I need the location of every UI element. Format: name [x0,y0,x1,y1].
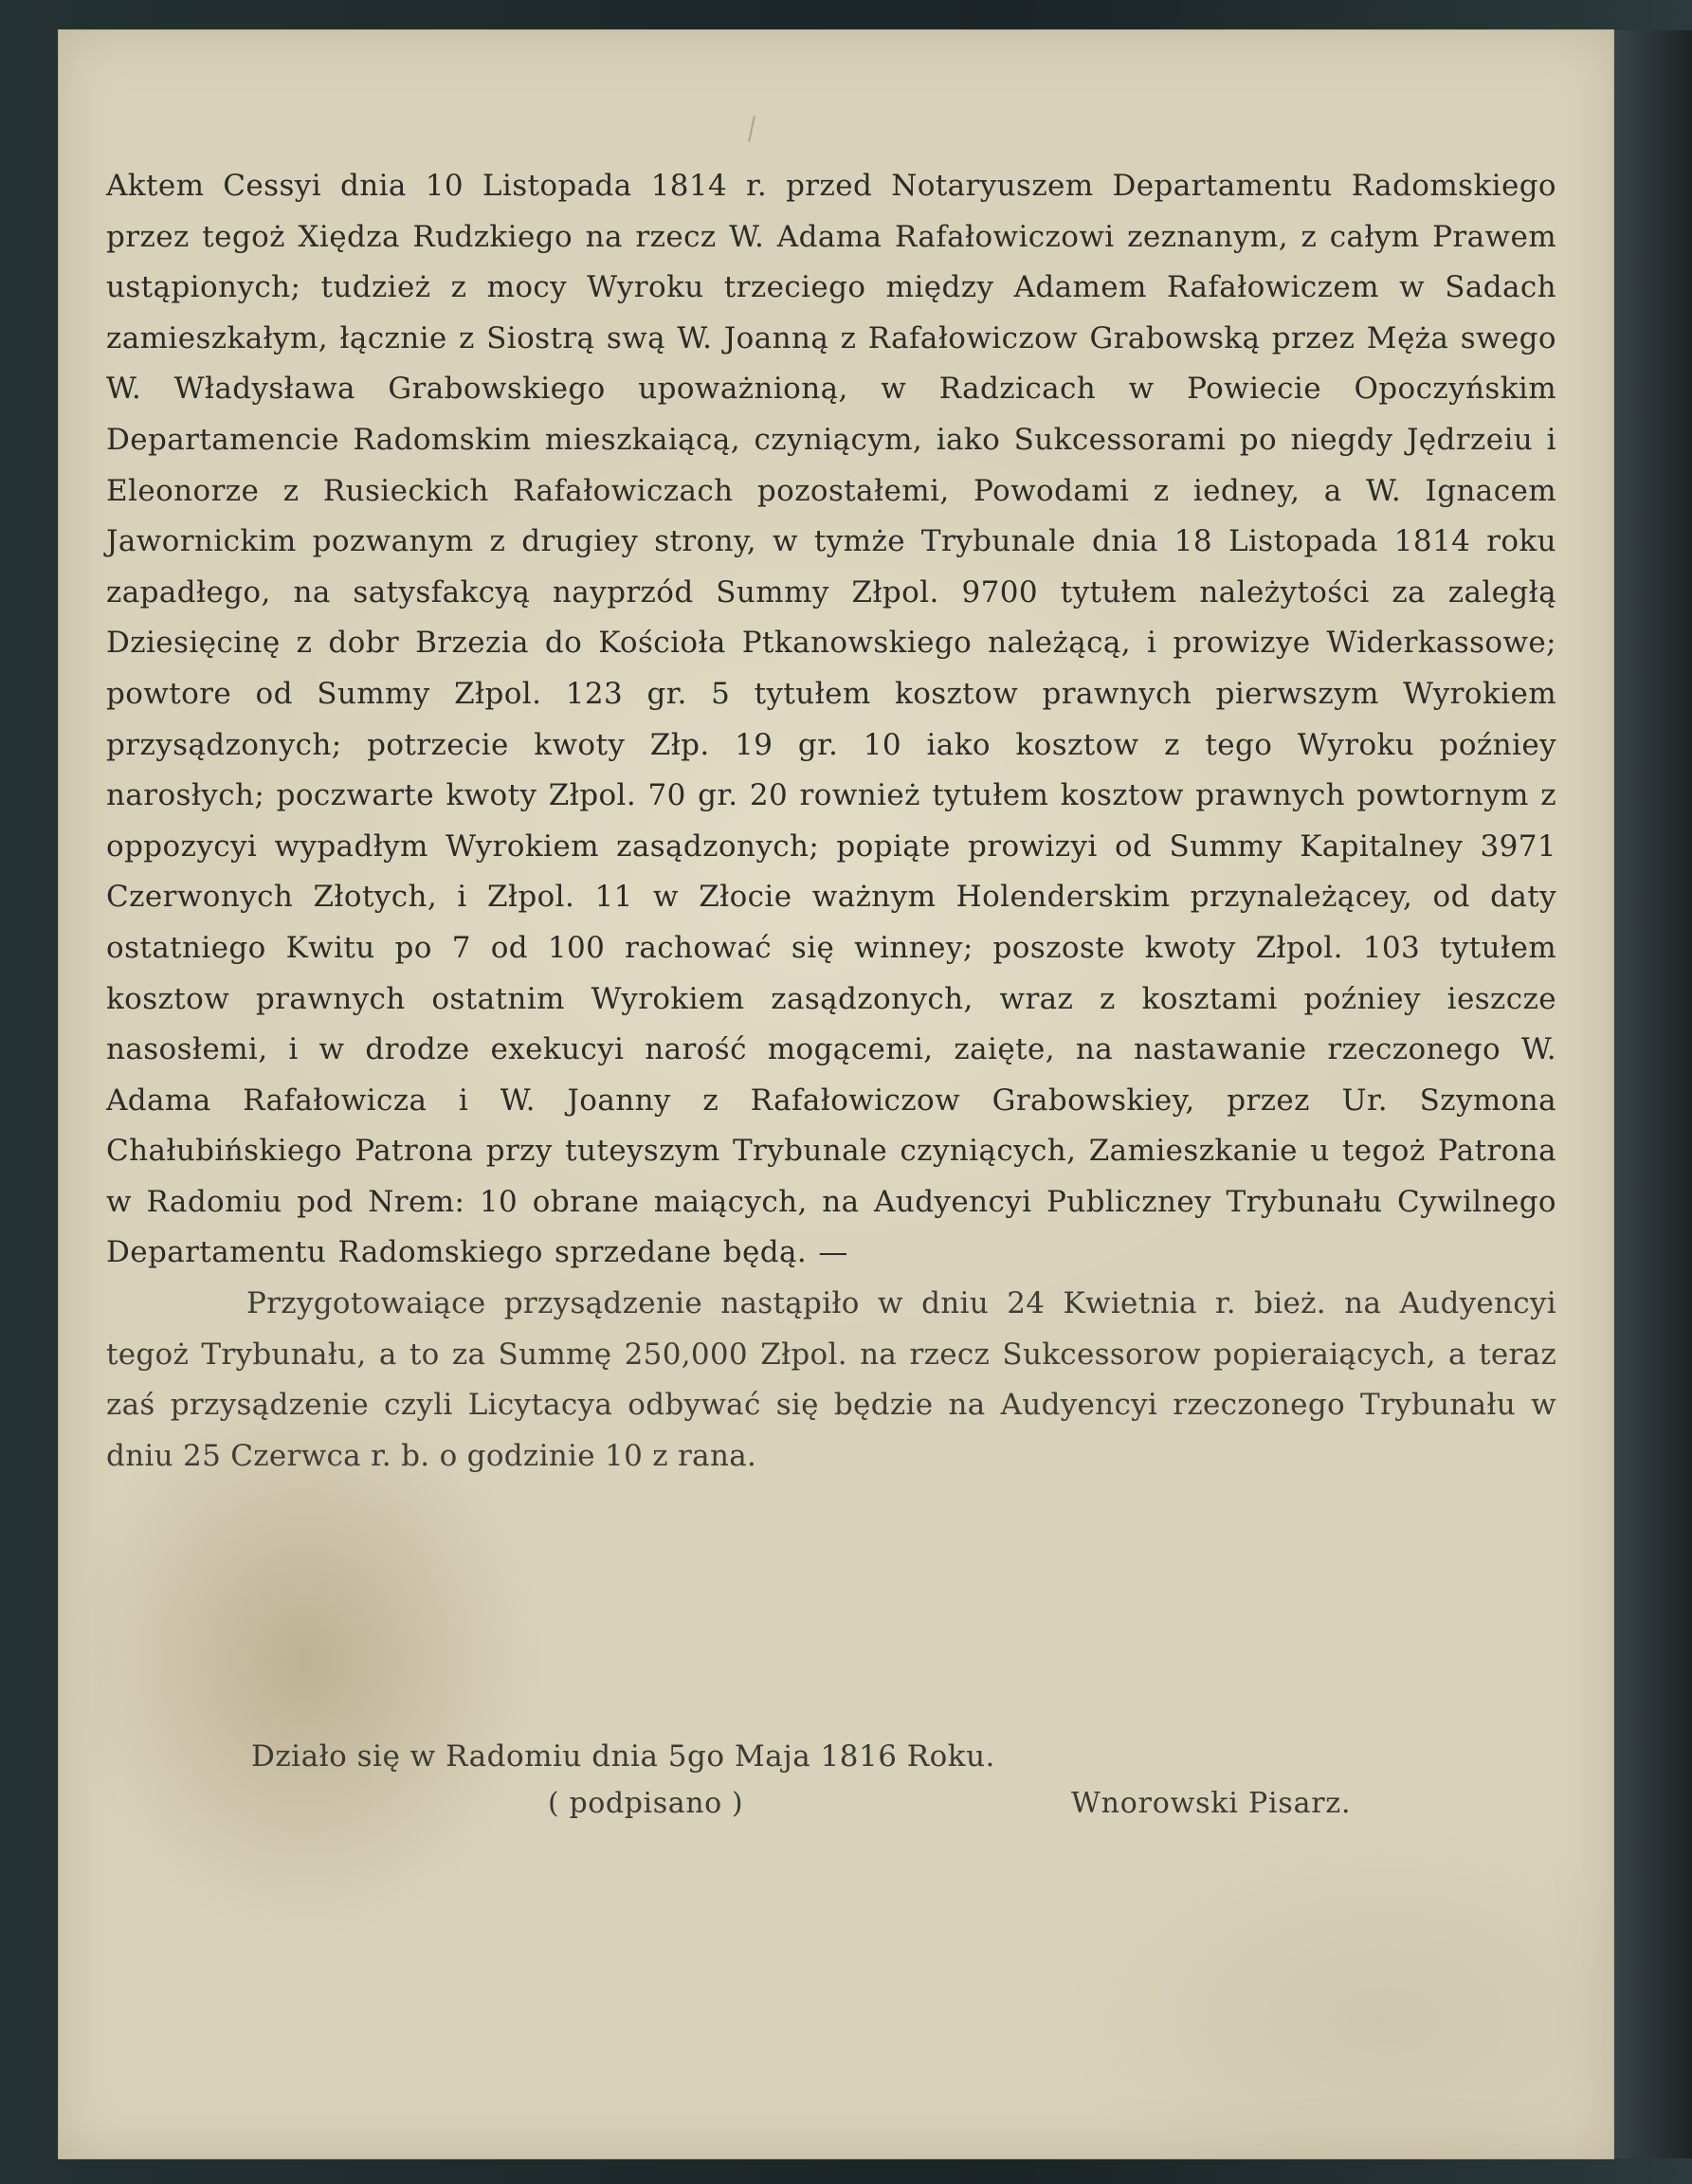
clerk-signature: Wnorowski Pisarz. [1071,1787,1352,1820]
scan-right-edge [1613,30,1692,2158]
pencil-mark [748,116,755,142]
signed-label: ( podpisano ) [548,1787,744,1820]
date-line: Działo się w Radomiu dnia 5go Maja 1816 Roku. [251,1739,995,1774]
document-text [106,161,1556,1482]
main-paragraph: Aktem Cessyi dnia 10 Listopada 1814 r. przed Notaryuszem Departamentu Radomskiego przez tegoż Xiędza Rudzkiego na rzecz W. Adama Rafałowiczowi zeznanym, z całym Prawem ustąpionych; tudzież z mocy Wyroku trzeciego między Adamem Rafałowiczem w Sadach zamieszkałym, łącznie z Siostrą swą W. Joanną z Rafałowiczow Grabowską przez Męża swego W. Władysława Grabowskiego upoważnioną, w Radzicach w Powiecie Opoczyńskim Departamencie Radomskim mieszkaiącą, czyniącym, iako Sukcessorami po niegdy Jędrzeiu i Eleonorze z Rusieckich Rafałowiczach pozostałemi, Powodami z iedney, a W. Ignacem Jawornickim pozwanym z drugiey strony, w tymże Trybunale dnia 18 Listopada 1814 roku zapadłego, na satysfakcyą nayprzód Summy Złpol. 9700 tytułem należytości za zaległą Dziesięcinę z dobr Brzezia do Kościoła Ptkanowskiego należącą, i prowizye Widerkassowe; powtore od Summy Złpol. 123 gr. 5 tytułem kosztow prawnych pierwszym Wyrokiem przysądzonych; potrzecie kwoty Złp. 19 gr. 10 iako kosztow z tego Wyroku poźniey narosłych; poczwarte kwoty Złpol. 70 gr. 20 rownież tytułem kosztow prawnych powtornym z oppozycyi wypadłym Wyrokiem zasądzonych; popiąte prowizyi od Summy Kapitalney 3971 Czerwonych Złotych, i Złpol. 11 w Złocie ważnym Holenderskim przynależącey, od daty ostatniego Kwitu po 7 od 100 rachować się winney; poszoste kwoty Złpol. 103 tytułem kosztow prawnych ostatnim Wyrokiem zasądzonych, wraz z kosztami poźniey ieszcze nasosłemi, i w drodze exekucyi narość mogącemi, zaięte, na nastawanie rzeczonego W. Adama Rafałowicza i W. Joanny z Rafałowiczow Grabowskiey, przez Ur. Szymona Chałubińskiego Patrona przy tuteyszym Trybunale czyniących, Zamieszkanie u tegoż Patrona w Radomiu pod Nrem: 10 obrane maiących, na Audyencyi Publiczney Trybunału Cywilnego Departamentu Radomskiego sprzedane będą. — [106,169,1556,1270]
second-paragraph: Przygotowaiące przysądzenie nastąpiło w dniu 24 Kwietnia r. bież. na Audyencyi tegoż Trybunału, a to za Summę 250,000 Złpol. na rzecz Sukcessorow popieraiących, a teraz zaś przysądzenie czyli Licytacya odbywać się będzie na Audyencyi rzeczonego Trybunału w dniu 25 Czerwca r. b. o godzinie 10 z rana. [106,1286,1556,1473]
